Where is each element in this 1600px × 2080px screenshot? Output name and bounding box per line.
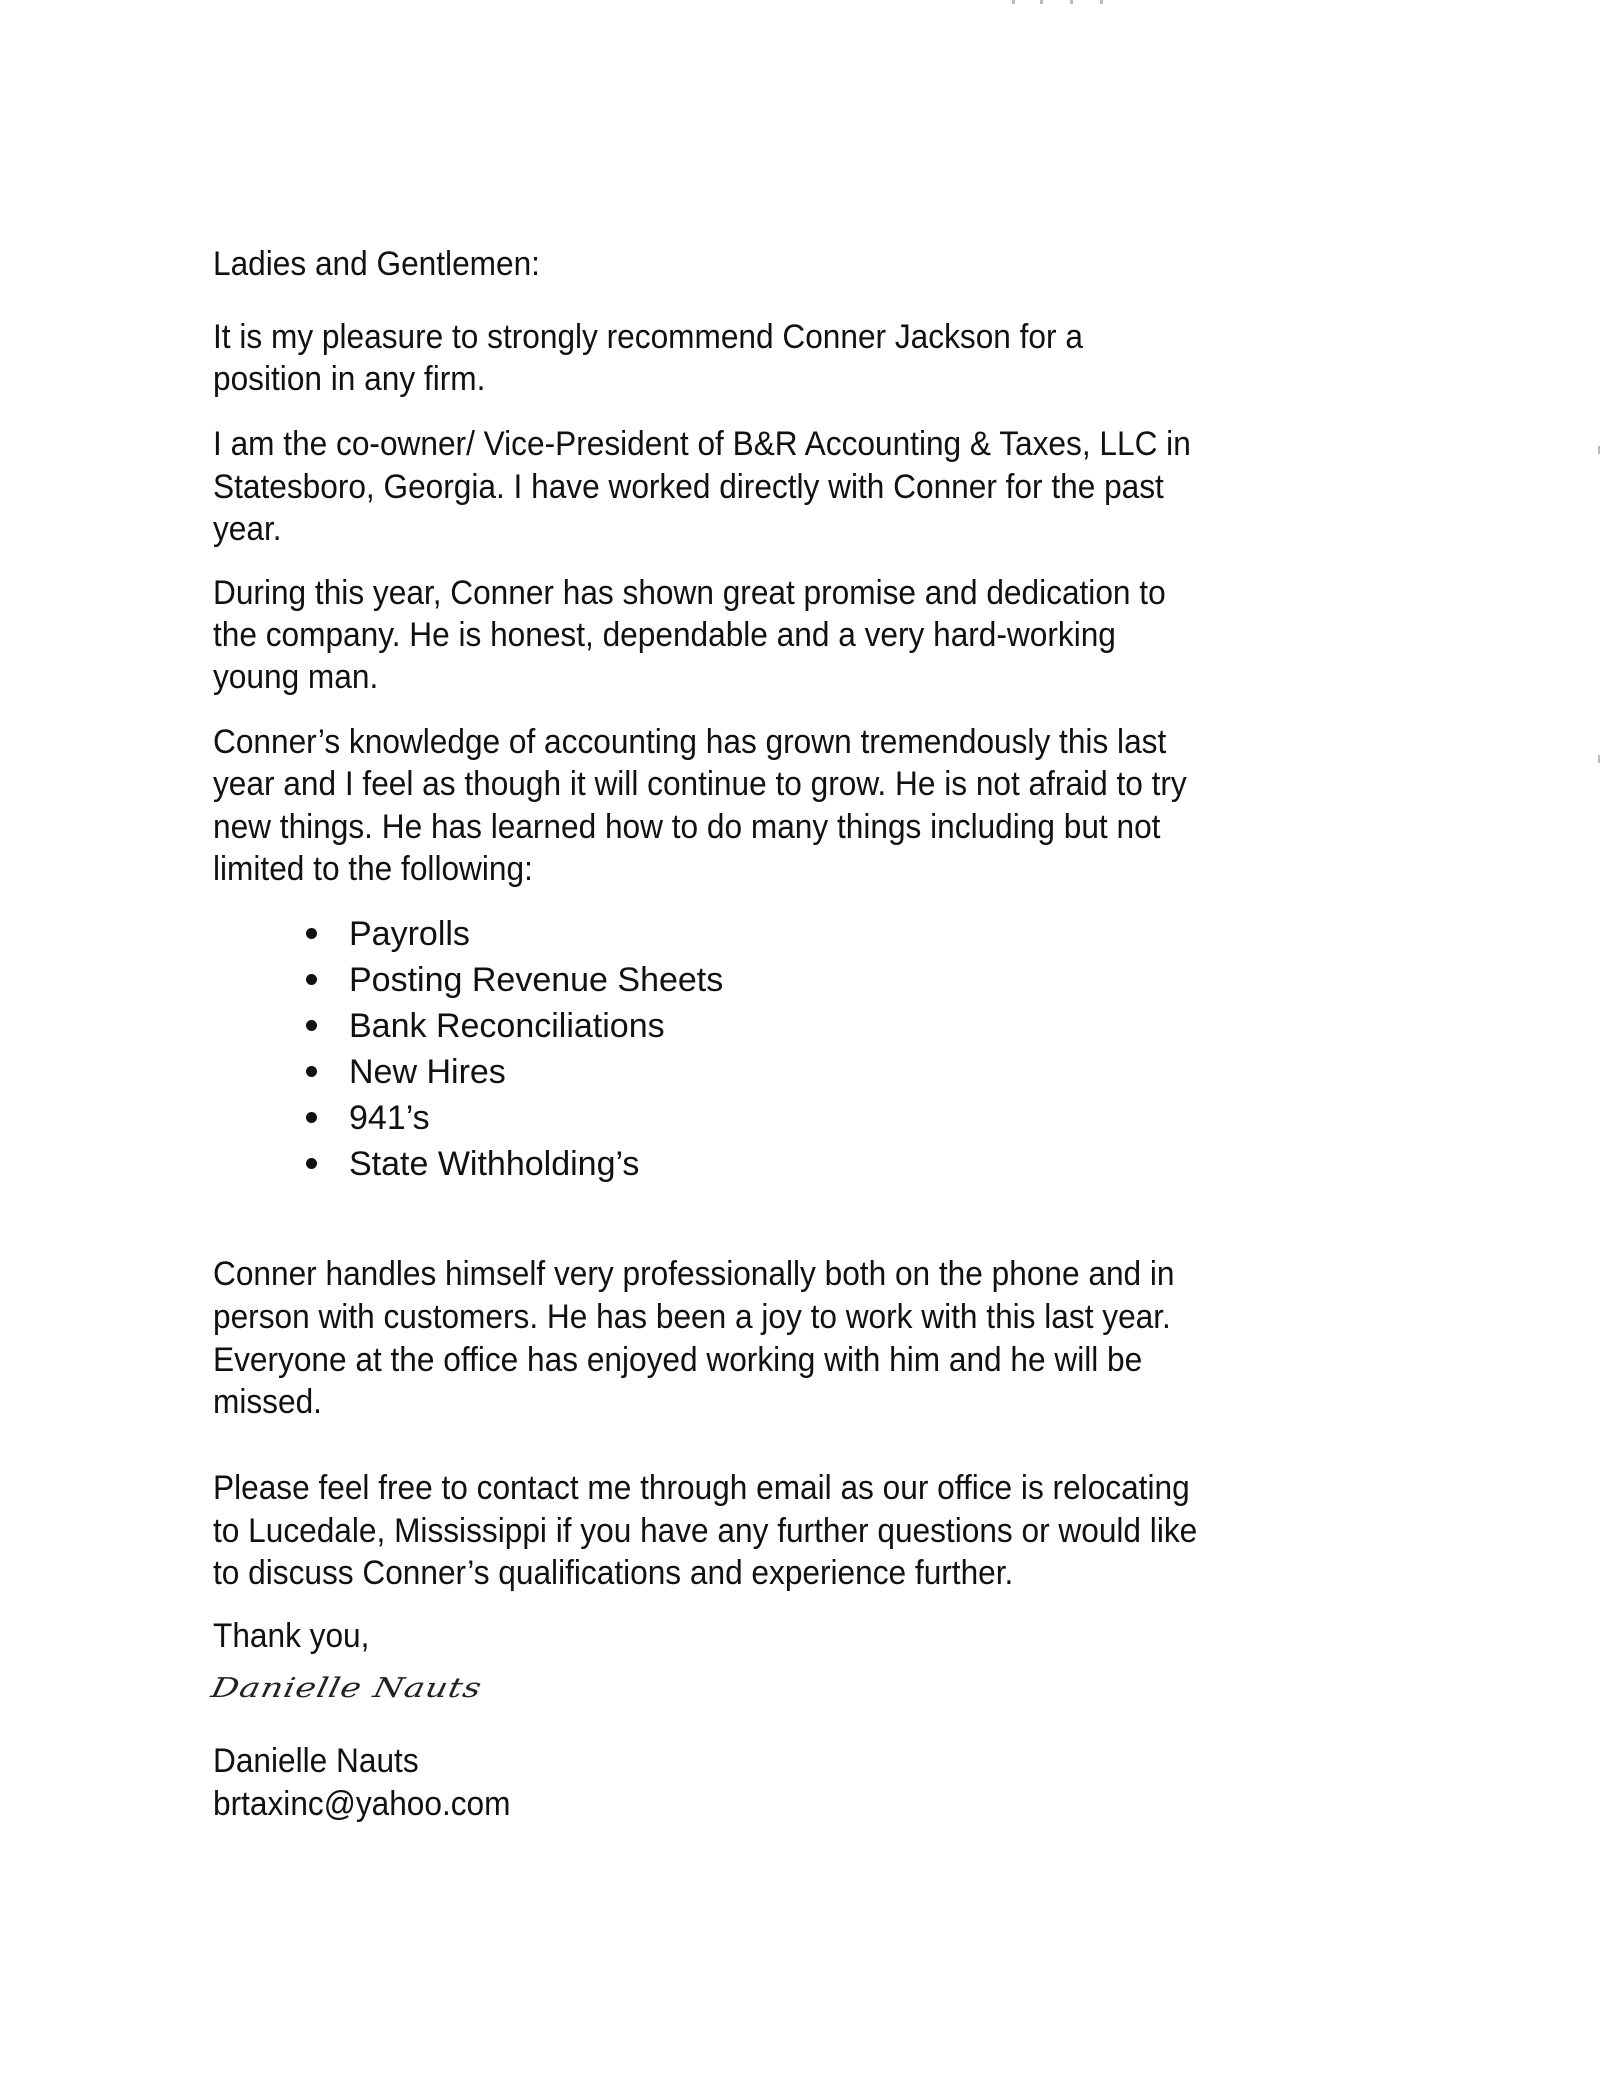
list-item-text: State Withholding’s [349,1145,640,1183]
paragraph-line: Statesboro, Georgia. I have worked directly with Conner for the past [213,468,1164,506]
closing: Thank you, [213,1617,370,1655]
paragraph-line: Conner’s knowledge of accounting has grown tremendously this last [213,723,1167,761]
paragraph-line: young man. [213,658,379,696]
list-item-text: 941’s [349,1099,430,1137]
paragraph-line: Conner handles himself very professionally both on the phone and in [213,1255,1175,1293]
scan-artifact [1012,0,1015,4]
paragraph-line: limited to the following: [213,850,533,888]
bullet-icon [306,928,317,939]
bullet-icon [306,1112,317,1123]
paragraph-line: During this year, Conner has shown great promise and dedication to [213,574,1166,612]
paragraph-line: person with customers. He has been a joy to work with this last year. [213,1298,1171,1336]
paragraph-line: It is my pleasure to strongly recommend Conner Jackson for a [213,318,1083,356]
paragraph-line: the company. He is honest, dependable and a very hard-working [213,616,1116,654]
paragraph-line: year. [213,510,282,548]
paragraph-line: Everyone at the office has enjoyed working with him and he will be [213,1341,1143,1379]
list-item-text: Posting Revenue Sheets [349,961,724,999]
paragraph-line: position in any firm. [213,360,486,398]
paragraph-line: missed. [213,1383,322,1421]
paragraph-line: Please feel free to contact me through email as our office is relocating [213,1469,1190,1507]
scan-artifact [1040,0,1043,4]
paragraph-line: I am the co-owner/ Vice-President of B&R Accounting & Taxes, LLC in [213,425,1191,463]
signer-name: Danielle Nauts [213,1742,419,1780]
bullet-icon [306,1020,317,1031]
scan-artifact [1070,0,1073,4]
bullet-icon [306,974,317,985]
handwritten-signature: Danielle Nauts [208,1672,486,1704]
paragraph-line: new things. He has learned how to do many things including but not [213,808,1161,846]
bullet-icon [306,1066,317,1077]
paragraph-line: to Lucedale, Mississippi if you have any further questions or would like [213,1512,1198,1550]
paragraph-line: to discuss Conner’s qualifications and experience further. [213,1554,1014,1592]
bullet-icon [306,1158,317,1169]
list-item-text: Payrolls [349,915,470,953]
list-item-text: Bank Reconciliations [349,1007,665,1045]
scan-artifact [1100,0,1103,4]
salutation: Ladies and Gentlemen: [213,245,540,283]
paragraph-line: year and I feel as though it will continue to grow. He is not afraid to try [213,765,1187,803]
list-item-text: New Hires [349,1053,506,1091]
signer-email: brtaxinc@yahoo.com [213,1785,511,1823]
